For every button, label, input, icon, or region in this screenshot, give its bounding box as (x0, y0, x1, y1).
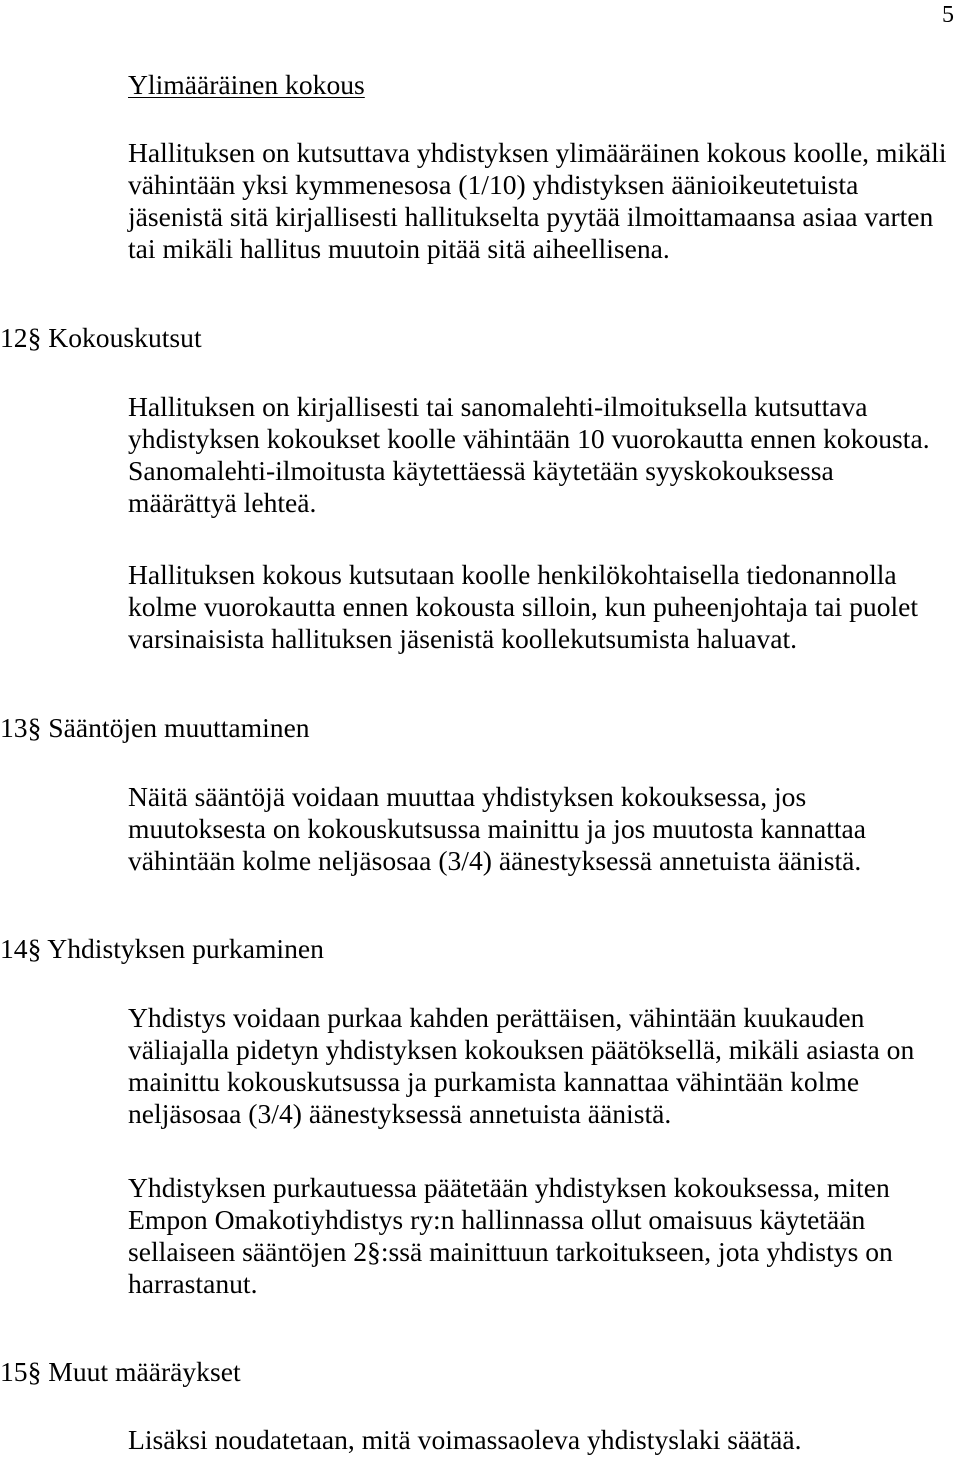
paragraph-line: Hallituksen kokous kutsutaan koolle henkilökohtaisella tiedonannolla (128, 559, 897, 590)
paragraph (128, 137, 947, 265)
paragraph-line: Lisäksi noudatetaan, mitä voimassaoleva yhdistyslaki säätää. (128, 1424, 802, 1455)
paragraph-line: Hallituksen on kirjallisesti tai sanomalehti-ilmoituksella kutsuttava (128, 391, 868, 422)
paragraph (128, 781, 866, 877)
paragraph-line: Näitä sääntöjä voidaan muuttaa yhdistyksen kokouksessa, jos (128, 781, 807, 812)
paragraph-line: tai mikäli hallitus muutoin pitää sitä aiheellisena. (128, 233, 670, 264)
paragraph-line: Yhdistys voidaan purkaa kahden perättäisen, vähintään kuukauden (128, 1002, 865, 1033)
paragraph-line: jäsenistä sitä kirjallisesti hallitukselta pyytää ilmoittamaansa asiaa varten (128, 201, 934, 232)
section-heading-extraordinary-meeting (128, 69, 365, 101)
paragraph-line: väliajalla pidetyn yhdistyksen kokouksen päätöksellä, mikäli asiasta on (128, 1034, 915, 1065)
section-heading-text: Ylimääräinen kokous (128, 69, 365, 100)
paragraph (128, 391, 930, 519)
paragraph-line: varsinaisista hallituksen jäsenistä koollekutsumista haluavat. (128, 623, 798, 654)
paragraph-line: harrastanut. (128, 1268, 258, 1299)
section-heading-12: 12§ Kokouskutsut (0, 322, 202, 353)
paragraph-line: Yhdistyksen purkautuessa päätetään yhdistyksen kokouksessa, miten (128, 1172, 890, 1203)
paragraph-line: muutoksesta on kokouskutsussa mainittu ja jos muutosta kannattaa (128, 813, 867, 844)
paragraph-line: Sanomalehti-ilmoitusta käytettäessä käytetään syyskokouksessa (128, 455, 834, 486)
paragraph-line: vähintään kolme neljäsosaa (3/4) äänestyksessä annetuista äänistä. (128, 845, 862, 876)
paragraph (128, 1172, 893, 1300)
paragraph-line: neljäsosaa (3/4) äänestyksessä annetuista äänistä. (128, 1098, 672, 1129)
paragraph (128, 1002, 914, 1130)
paragraph-line: vähintään yksi kymmenesosa (1/10) yhdistyksen äänioikeutetuista (128, 169, 859, 200)
paragraph-line: Hallituksen on kutsuttava yhdistyksen ylimääräinen kokous koolle, mikäli (128, 137, 947, 168)
section-heading-13: 13§ Sääntöjen muuttaminen (0, 712, 310, 743)
paragraph (128, 1424, 802, 1456)
section-heading-14: 14§ Yhdistyksen purkaminen (0, 933, 324, 964)
section-heading-15: 15§ Muut määräykset (0, 1356, 241, 1387)
paragraph-line: määrättyä lehteä. (128, 487, 317, 518)
paragraph (128, 559, 918, 655)
paragraph-line: yhdistyksen kokoukset koolle vähintään 10 vuorokautta ennen kokousta. (128, 423, 930, 454)
paragraph-line: sellaiseen sääntöjen 2§:ssä mainittuun tarkoitukseen, jota yhdistys on (128, 1236, 893, 1267)
paragraph-line: Empon Omakotiyhdistys ry:n hallinnassa ollut omaisuus käytetään (128, 1204, 866, 1235)
paragraph-line: kolme vuorokautta ennen kokousta silloin, kun puheenjohtaja tai puolet (128, 591, 919, 622)
page-number: 5 (942, 2, 954, 28)
paragraph-line: mainittu kokouskutsussa ja purkamista kannattaa vähintään kolme (128, 1066, 860, 1097)
